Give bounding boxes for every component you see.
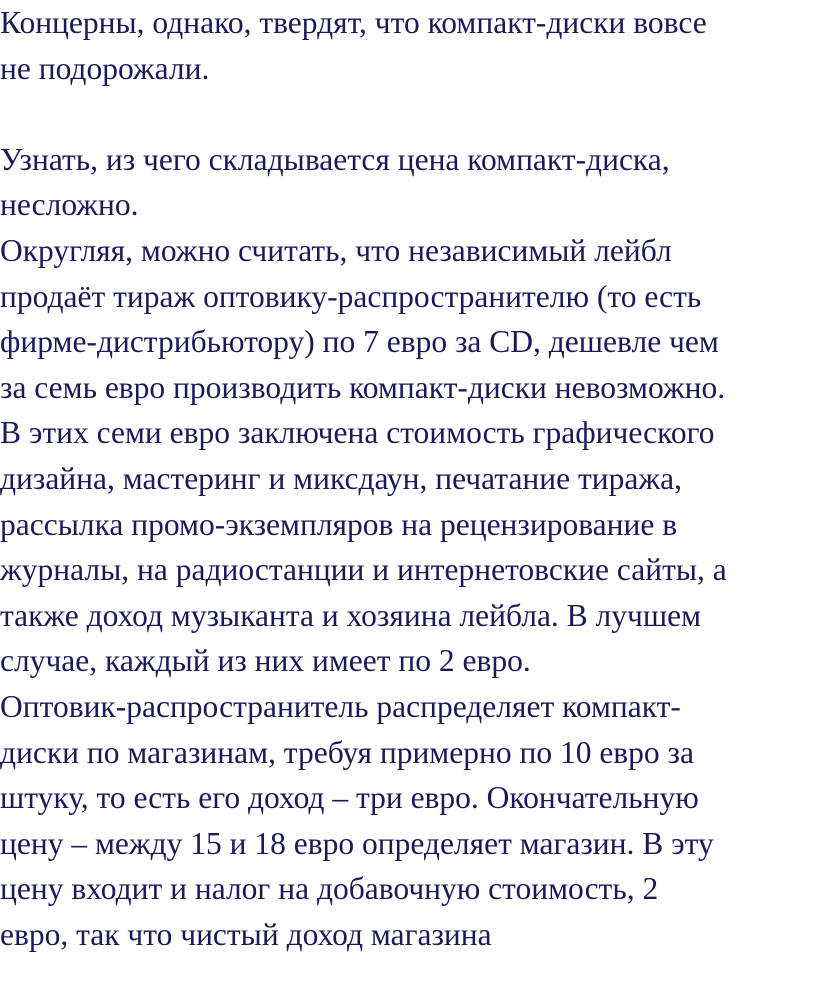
paragraph-spacer bbox=[0, 91, 812, 137]
text-line: цену входит и налог на добавочную стоимость, 2 bbox=[0, 871, 659, 907]
text-line: цену – между 15 и 18 евро определяет магазин. В эту bbox=[0, 825, 714, 861]
text-line: случае, каждый из них имеет по 2 евро. bbox=[0, 643, 531, 679]
text-line: за семь евро производить компакт-диски невозможно. bbox=[0, 369, 726, 405]
text-line: продаёт тираж оптовику-распространителю (то есть bbox=[0, 278, 702, 314]
paragraph-2 bbox=[0, 137, 812, 228]
text-line: также доход музыканта и хозяина лейбла. В лучшем bbox=[0, 597, 702, 633]
text-line: рассылка промо-экземпляров на рецензирование в bbox=[0, 506, 678, 542]
text-line: Узнать, из чего складывается цена компакт-диска, bbox=[0, 141, 670, 177]
paragraph-3 bbox=[0, 228, 812, 958]
text-line: евро, так что чистый доход магазина bbox=[0, 916, 492, 952]
text-line: дизайна, мастеринг и миксдаун, печатание тиража, bbox=[0, 460, 682, 496]
paragraph-1 bbox=[0, 0, 812, 91]
text-line: не подорожали. bbox=[0, 50, 210, 86]
text-line: В этих семи евро заключена стоимость графического bbox=[0, 415, 715, 451]
text-line: журналы, на радиостанции и интернетовские сайты, а bbox=[0, 552, 727, 588]
text-line: Концерны, однако, твердят, что компакт-диски вовсе bbox=[0, 5, 707, 40]
text-line: диски по магазинам, требуя примерно по 10 евро за bbox=[0, 734, 694, 770]
text-line: штуку, то есть его доход – три евро. Окончательную bbox=[0, 780, 699, 816]
text-line: фирме-дистрибьютору) по 7 евро за CD, дешевле чем bbox=[0, 324, 719, 360]
text-line: Оптовик-распространитель распределяет компакт- bbox=[0, 688, 681, 724]
text-line: несложно. bbox=[0, 187, 139, 223]
text-line: Округляя, можно считать, что независимый лейбл bbox=[0, 232, 672, 268]
